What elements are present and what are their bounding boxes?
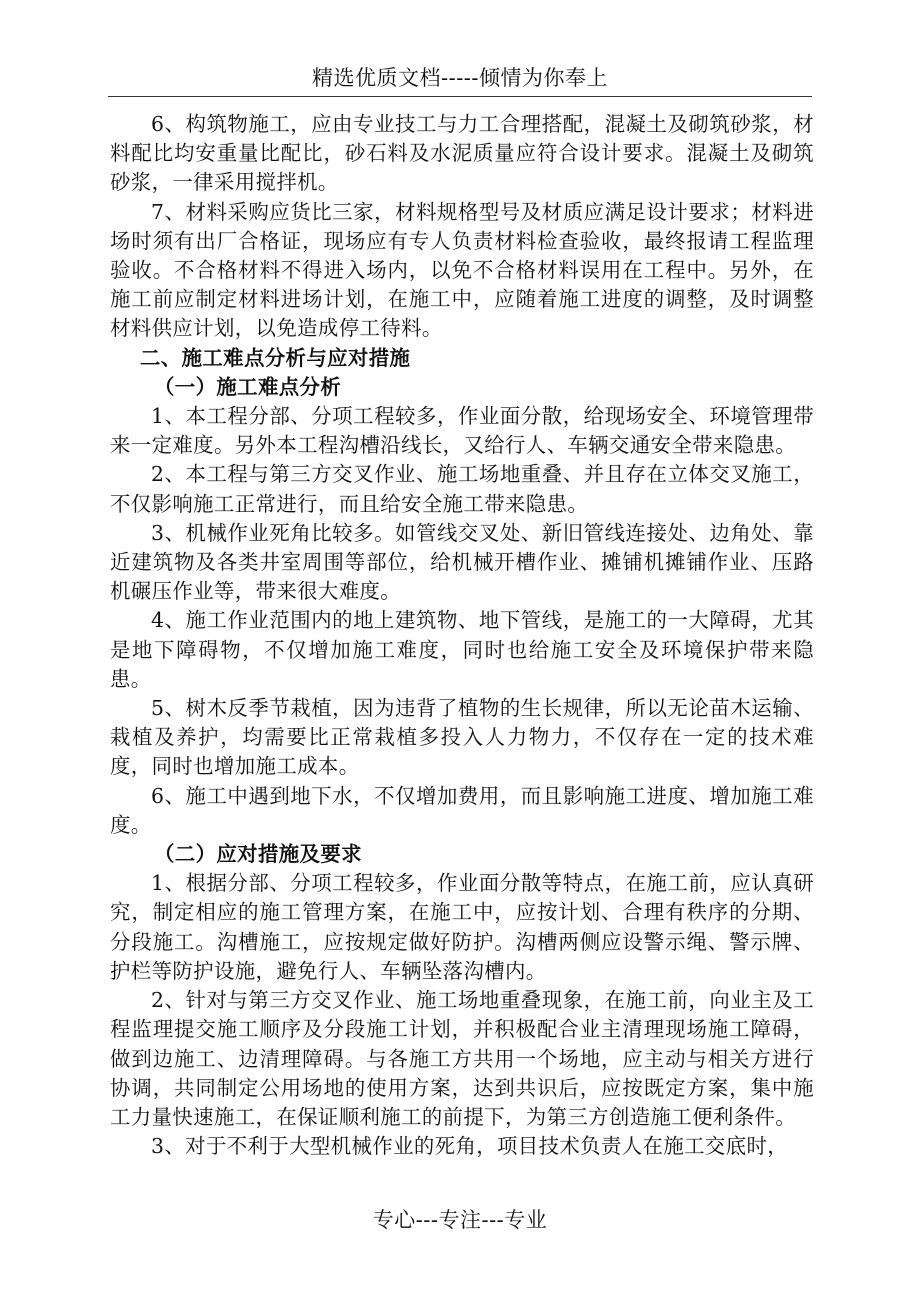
- measure-item-3: 3、对于不利于大型机械作业的死角，项目技术负责人在施工交底时，: [151, 1134, 789, 1159]
- subsection-heading-1: （一）施工难点分析: [154, 374, 342, 399]
- difficulty-item-2: 2、本工程与第三方交叉作业、施工场地重叠、并且存在立体交叉施工，不仅影响施工正常进行，而且给安全施工带来隐患。: [110, 462, 814, 516]
- measure-item-2: 2、针对与第三方交叉作业、施工场地重叠现象，在施工前，向业主及工程监理提交施工顺序及分段施工计划，并积极配合业主清理现场施工障碍，做到边施工、边清理障碍。与各施工方共用一个场地，应主动与相关方进行协调，共同制定公用场地的使用方案，达到共识后，应按既定方案，集中施工力量快速施工，在保证顺利施工的前提下，为第三方创造施工便利条件。: [110, 988, 814, 1129]
- measure-item-1: 1、根据分部、分项工程较多，作业面分散等特点，在施工前，应认真研究，制定相应的施工管理方案，在施工中，应按计划、合理有秩序的分期、分段施工。沟槽施工，应按规定做好防护。沟槽两侧应设警示绳、警示牌、护栏等防护设施，避免行人、车辆坠落沟槽内。: [110, 871, 814, 983]
- paragraph-item-7: 7、材料采购应货比三家，材料规格型号及材质应满足设计要求；材料进场时须有出厂合格证，现场应有专人负责材料检查验收，最终报请工程监理验收。不合格材料不得进入场内，以免不合格材料误用在工程中。另外，在施工前应制定材料进场计划，在施工中，应随着施工进度的调整，及时调整材料供应计划，以免造成停工待料。: [110, 199, 814, 341]
- difficulty-item-6: 6、施工中遇到地下水，不仅增加费用，而且影响施工进度、增加施工难度。: [110, 783, 814, 837]
- difficulty-item-4: 4、施工作业范围内的地上建筑物、地下管线，是施工的一大障碍，尤其是地下障碍物，不仅增加施工难度，同时也给施工安全及环境保护带来隐患。: [110, 608, 814, 691]
- document-body: [110, 110, 814, 1161]
- page-header: 精选优质文档-----倾情为你奉上: [312, 66, 608, 90]
- header-divider: [108, 96, 812, 97]
- difficulty-item-1: 1、本工程分部、分项工程较多，作业面分散，给现场安全、环境管理带来一定难度。另外本工程沟槽沿线长，又给行人、车辆交通安全带来隐患。: [110, 404, 814, 458]
- difficulty-item-5: 5、树木反季节栽植，因为违背了植物的生长规律，所以无论苗木运输、栽植及养护，均需要比正常栽植多投入人力物力，不仅存在一定的技术难度，同时也增加施工成本。: [110, 696, 814, 779]
- page-footer: 专心---专注---专业: [372, 1208, 548, 1232]
- difficulty-item-3: 3、机械作业死角比较多。如管线交叉处、新旧管线连接处、边角处、靠近建筑物及各类井室周围等部位，给机械开槽作业、摊铺机摊铺作业、压路机碾压作业等，带来很大难度。: [110, 520, 814, 604]
- paragraph-item-6: 6、构筑物施工，应由专业技工与力工合理搭配，混凝土及砌筑砂浆，材料配比均安重量比配比，砂石料及水泥质量应符合设计要求。混凝土及砌筑砂浆，一律采用搅拌机。: [110, 112, 814, 195]
- section-heading-2: 二、施工难点分析与应对措施: [140, 345, 411, 370]
- subsection-heading-2: （二）应对措施及要求: [154, 842, 362, 867]
